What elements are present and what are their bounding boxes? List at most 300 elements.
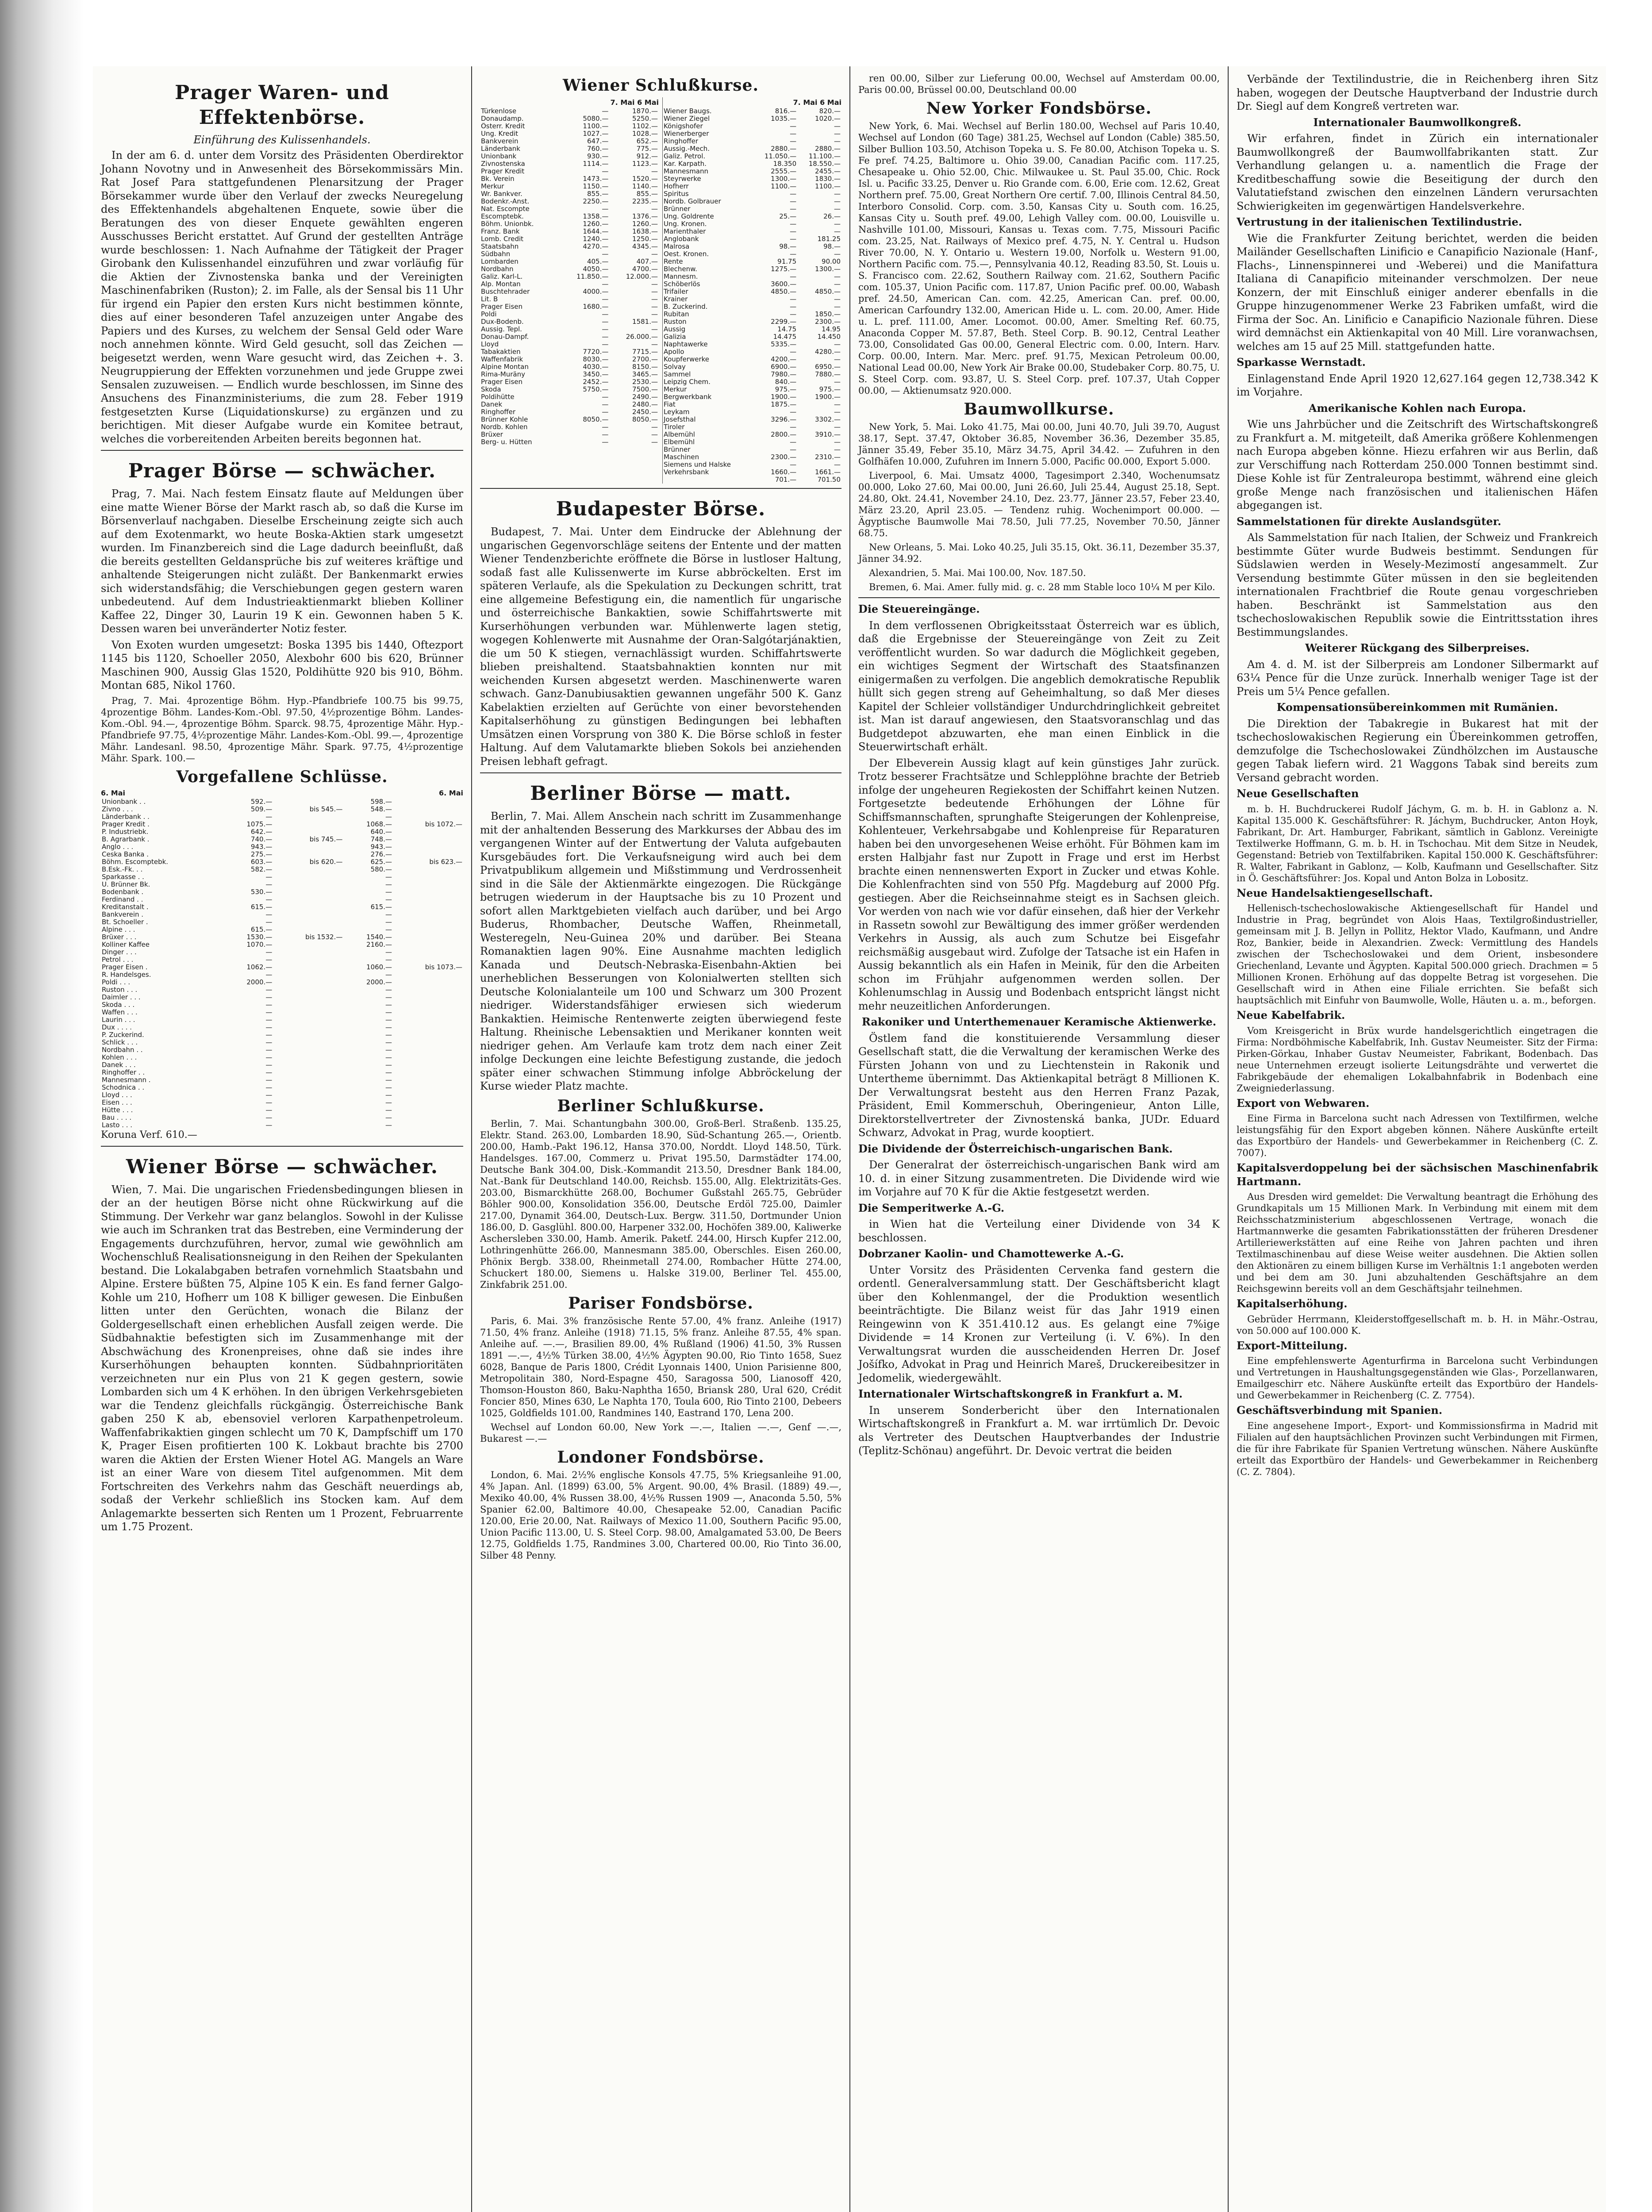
security-name: Kohlen . . . bbox=[102, 1053, 137, 1061]
table-row bbox=[480, 348, 659, 356]
article-title-inline: Internationaler Wirtschaftskongreß in Frankfurt a. M. bbox=[858, 1387, 1183, 1400]
table-row bbox=[480, 228, 659, 235]
security-name: Prager Kredit . bbox=[102, 820, 150, 828]
headline-pariser-fondsboerse: Pariser Fondsbörse. bbox=[568, 1294, 753, 1313]
price-cell: 26.000.— bbox=[626, 333, 658, 341]
divider bbox=[101, 1146, 463, 1147]
price-cell: 2880.— bbox=[815, 145, 841, 153]
table-row bbox=[101, 1039, 463, 1046]
price-cell: 405.— bbox=[587, 258, 609, 265]
price-cell: — bbox=[385, 895, 392, 903]
table-row bbox=[663, 401, 841, 408]
table-row bbox=[101, 1084, 463, 1091]
price-cell bbox=[273, 949, 343, 956]
security-name: Wiener Ziegel bbox=[664, 115, 710, 123]
price-cell: — bbox=[790, 461, 797, 469]
table-row bbox=[663, 476, 841, 484]
table-row bbox=[663, 386, 841, 393]
price-cell bbox=[273, 851, 343, 858]
price-cell: 1376.— bbox=[632, 213, 658, 220]
price-cell: 3450.— bbox=[583, 371, 609, 378]
table-row bbox=[663, 431, 841, 438]
price-cell: — bbox=[385, 1083, 392, 1091]
security-name: Kar. Karpath. bbox=[664, 160, 707, 168]
article-text: Verbände der Textilindustrie, die in Reichenberg ihren Sitz haben, wogegen der Deutsche Hauptverband der Industrie durch Dr. Siegl auf dem Kongreß vertreten war. bbox=[1237, 73, 1598, 112]
price-cell: 1520.— bbox=[632, 175, 658, 183]
headline-londoner-fondsboerse: Londoner Fondsbörse. bbox=[557, 1448, 765, 1467]
table-row bbox=[101, 1069, 463, 1076]
table-row bbox=[663, 213, 841, 220]
table-row bbox=[663, 341, 841, 348]
article-text: Von Exoten wurden umgesetzt: Boska 1395 bis 1440, Oftezport 1145 bis 1120, Schoeller 2050, Alexbohr 600 bis 620, Brünner Maschinen 900, Aussig Glas 1520, Poldihütte 920 bis 910, Böhm. Montan 685, Nikol 1760. bbox=[101, 638, 463, 691]
security-name: Bankverein . bbox=[102, 910, 144, 918]
price-cell: 1070.— bbox=[246, 941, 273, 949]
price-cell bbox=[273, 1076, 343, 1084]
security-name: Anglobank bbox=[664, 235, 699, 243]
price-cell: — bbox=[602, 333, 609, 341]
table-row bbox=[101, 964, 463, 971]
article-title-inline: Sammelstationen für direkte Auslandsgüter. bbox=[1237, 515, 1502, 528]
security-name: Österr. Kredit bbox=[481, 123, 525, 130]
price-cell: 1900.— bbox=[815, 393, 841, 401]
price-cell: — bbox=[265, 1114, 273, 1121]
article-title-inline: Kompensationsübereinkommen mit Rumänien. bbox=[1276, 701, 1558, 714]
security-name: Albemühl bbox=[664, 431, 695, 438]
table-row bbox=[101, 1076, 463, 1084]
price-cell: 598.— bbox=[370, 798, 392, 806]
price-cell: — bbox=[602, 205, 609, 213]
price-cell: — bbox=[834, 461, 841, 469]
table-row bbox=[480, 235, 659, 243]
table-row bbox=[480, 431, 659, 438]
price-cell bbox=[393, 851, 463, 858]
security-name: Königshofer bbox=[664, 123, 703, 130]
security-name: Skoda . . . bbox=[102, 1001, 135, 1009]
price-cell: 775.— bbox=[636, 145, 658, 153]
table-row bbox=[101, 949, 463, 956]
headline-prager-boerse: Prager Börse — schwächer. bbox=[128, 460, 436, 482]
headline-budapester-boerse: Budapester Börse. bbox=[556, 498, 766, 520]
security-name: Escomptebk. bbox=[481, 213, 524, 220]
price-cell: 1020.— bbox=[815, 115, 841, 123]
price-cell: 760.— bbox=[587, 145, 609, 153]
security-name: Ung. Goldrente bbox=[664, 213, 714, 220]
security-name: Ruston bbox=[664, 318, 687, 326]
article-text: Budapest, 7. Mai. Unter dem Eindrucke der Ablehnung der ungarischen Gegenvorschläge seitens der Entente und der matten Wiener Tendenzberichte eröffnete die Börse in lustloser Haltung, sodaß fast alle Kulissenwerte im Kurse abbröckelten. Erst im späteren Verlaufe, als die Spekulation zu Deckungen schritt, trat eine allgemeine Befestigung ein, die namentlich für ungarische und österreichische Bankaktien, sowie Schiffahrtswerte mit Kurserhöhungen verbunden war. Mühlenwerte lagen stetig, wogegen Kohlenwerte mit Ausnahme der Oran-Salgótarjánaktien, die um 50 K stiegen, vernachlässigt wurden. Schiffahrtswerte blieben preishaltend. Staatsbahnaktien konnten nur mit weichenden Kursen abgesetzt werden. Maschinenwerte waren schwach. Ganz-Danubiusaktien gewannen ungefähr 500 K. Ganz Kabelaktien erzielten auf Gerüchte von einer bevorstehenden Kapitalserhöhung zu günstigen Bedingungen bei lebhaften Umsätzen einen Vorsprung von 380 K. Die Börse schloß in fester Haltung. Auf dem Valutamarkte blieben Sokols bei anziehenden Preisen lebhaft gefragt. bbox=[480, 526, 841, 768]
price-cell bbox=[393, 873, 463, 881]
price-cell: 820.— bbox=[819, 108, 841, 115]
price-cell: — bbox=[265, 1061, 273, 1069]
table-row bbox=[101, 1091, 463, 1099]
table-row bbox=[480, 408, 659, 416]
price-cell: 7715.— bbox=[632, 348, 658, 356]
security-name: Brünner bbox=[664, 446, 691, 453]
security-name: Lomb. Credit bbox=[481, 235, 524, 243]
price-cell: — bbox=[651, 311, 658, 318]
table-row bbox=[480, 416, 659, 423]
price-cell: 8030.— bbox=[583, 356, 609, 363]
security-name: Anglo . . . bbox=[102, 843, 134, 851]
security-name: Böhm. Escomptebk. bbox=[102, 858, 169, 866]
price-cell: — bbox=[834, 205, 841, 213]
price-cell: — bbox=[651, 250, 658, 258]
price-cell: 2250.— bbox=[583, 198, 609, 205]
price-cell bbox=[273, 1061, 343, 1069]
price-cell bbox=[393, 971, 463, 979]
article-title-inline: Internationaler Baumwollkongreß. bbox=[1313, 115, 1521, 129]
divider bbox=[480, 772, 841, 773]
security-name: Staatsbahn bbox=[481, 243, 519, 250]
table-row bbox=[663, 160, 841, 168]
price-cell bbox=[273, 941, 343, 949]
security-name: Bt. Schoeller . bbox=[102, 918, 148, 926]
price-cell bbox=[273, 798, 343, 806]
table-row bbox=[663, 461, 841, 469]
price-cell bbox=[273, 1016, 343, 1024]
price-cell bbox=[273, 873, 343, 881]
price-cell: 91.75 bbox=[777, 258, 797, 265]
price-cell bbox=[273, 1091, 343, 1099]
price-cell bbox=[273, 994, 343, 1001]
article-title-inline: Rakoniker und Unterthemenauer Keramische Aktienwerke. bbox=[861, 1015, 1217, 1028]
price-cell: 1062.— bbox=[246, 963, 273, 971]
article-text: Als Sammelstation für nach Italien, der Schweiz und Frankreich bestimmte Güter wurde Budweis bestimmt. Sendungen für Südslawien werden in Wesely-Mezimostí angesammelt. Zur Versendung bestimmte Güter müssen in den sie begleitenden internationalen Frachtbrief die Route genau vorgeschrieben haben. Beschränkt ist Sammelstation aus den tschechoslowakischen Republik sowie die Eintrittsstation ihres Bestimmungslandes. bbox=[1237, 531, 1598, 638]
price-cell bbox=[273, 843, 343, 851]
table-row bbox=[480, 265, 659, 273]
price-cell: — bbox=[790, 220, 797, 228]
table-row bbox=[101, 1016, 463, 1024]
price-cell: 4050.— bbox=[583, 265, 609, 273]
table-row bbox=[663, 378, 841, 386]
price-cell bbox=[393, 918, 463, 926]
security-name: Sammel bbox=[664, 371, 691, 378]
price-cell: 4030.— bbox=[583, 363, 609, 371]
table-row bbox=[480, 303, 659, 311]
table-row bbox=[101, 1031, 463, 1039]
table-row bbox=[101, 798, 463, 806]
price-cell bbox=[393, 1091, 463, 1099]
price-cell: — bbox=[790, 273, 797, 280]
article-text: ren 00.00, Silber zur Lieferung 00.00, Wechsel auf Amsterdam 00.00, Paris 00.00, Brüssel 00.00, Deutschland 00.00 bbox=[858, 73, 1220, 95]
price-cell: 3302.— bbox=[815, 416, 841, 423]
price-cell: 615.— bbox=[250, 926, 273, 933]
price-cell bbox=[273, 926, 343, 933]
security-name: Dinger . . . bbox=[102, 948, 137, 956]
price-cell: 592.— bbox=[250, 798, 273, 806]
security-name: Naphtawerke bbox=[664, 341, 708, 348]
price-cell: — bbox=[265, 1031, 273, 1039]
price-cell bbox=[393, 806, 463, 813]
table-row bbox=[480, 168, 659, 175]
price-cell: 90.00 bbox=[822, 258, 841, 265]
price-cell bbox=[393, 813, 463, 821]
security-name: Mannesm. bbox=[664, 273, 698, 280]
price-cell: — bbox=[834, 446, 841, 453]
security-name: Merkur bbox=[664, 386, 687, 393]
table-row bbox=[663, 288, 841, 296]
price-cell: — bbox=[651, 288, 658, 296]
price-cell: — bbox=[265, 948, 273, 956]
price-cell: 3465.— bbox=[632, 371, 658, 378]
table-row bbox=[663, 348, 841, 356]
security-name: Nordbahn bbox=[481, 265, 514, 273]
vienna-closing-table-a bbox=[480, 108, 659, 446]
price-cell bbox=[393, 828, 463, 836]
security-name: Ung. Kredit bbox=[481, 130, 519, 138]
price-cell: 2455.— bbox=[815, 168, 841, 175]
divider bbox=[858, 597, 1220, 598]
table-row bbox=[480, 123, 659, 130]
article-title-inline: Weiterer Rückgang des Silberpreises. bbox=[1305, 641, 1529, 654]
table-row bbox=[663, 326, 841, 333]
security-name: Prager Eisen . bbox=[102, 963, 148, 971]
table-row bbox=[101, 873, 463, 881]
security-name: Nat. Escompte bbox=[481, 205, 530, 213]
security-name: Lloyd bbox=[481, 341, 499, 348]
security-name: Schodnica . . bbox=[102, 1083, 145, 1091]
price-cell bbox=[393, 1069, 463, 1076]
price-cell: — bbox=[834, 378, 841, 386]
price-cell: — bbox=[834, 220, 841, 228]
article-text: Paris, 6. Mai. 3% französische Rente 57.00, 4% franz. Anleihe (1917) 71.50, 4% franz. Anleihe (1918) 71.15, 5% franz. Anleihe 87.55, 4% span. Anleihe auf. —.—, Brasilien 89.00, 4% Rußland (1906) 41.50, 3% Russen 1891 —.—, 4½% Türken 38.00, 4½% Ägypten 90.00, Rio Tinto 1658, Suez 6028, Banque de Paris 1800, Crédit Lyonnais 1400, Union Parisienne 800, Metropolitain 380, Nord-Espagne 450, Saragossa 500, Lianosoff 420, Thomson-Houston 860, Baku-Naphtha 1650, Briansk 280, Ural 620, Crédit Foncier 850, Mines 630, Le Naphta 170, Toula 600, Rio Tinto 2100, Debeers 1025, Goldfields 101.00, Randmines 140, Eastrand 170, Lena 200. bbox=[480, 1315, 841, 1418]
price-cell bbox=[393, 836, 463, 843]
price-cell: — bbox=[834, 303, 841, 311]
table-row bbox=[480, 378, 659, 386]
table-row bbox=[480, 220, 659, 228]
price-cell: 2555.— bbox=[771, 168, 797, 175]
price-cell: — bbox=[790, 408, 797, 416]
price-cell: — bbox=[385, 993, 392, 1001]
security-name: Aussig bbox=[664, 326, 686, 333]
price-cell: 2300.— bbox=[815, 318, 841, 326]
security-name: Tiroler bbox=[664, 423, 685, 431]
price-cell bbox=[273, 813, 343, 821]
price-cell: — bbox=[265, 971, 273, 979]
table-row bbox=[663, 469, 841, 476]
column-4 bbox=[1228, 66, 1606, 2212]
vienna-closing-table-b bbox=[663, 108, 841, 484]
price-cell: — bbox=[790, 205, 797, 213]
price-cell bbox=[273, 888, 343, 896]
price-cell: 14.95 bbox=[822, 326, 841, 333]
table-row bbox=[663, 393, 841, 401]
price-cell: 276.— bbox=[370, 850, 392, 858]
price-cell: — bbox=[385, 1121, 392, 1129]
table-row bbox=[663, 363, 841, 371]
price-cell: 18.550.— bbox=[808, 160, 841, 168]
price-cell: 2310.— bbox=[815, 453, 841, 461]
table-row bbox=[663, 408, 841, 416]
price-cell: 748.— bbox=[370, 835, 392, 843]
article-title-inline: Neue Kabelfabrik. bbox=[1237, 1009, 1345, 1022]
price-cell: 1060.— bbox=[366, 963, 392, 971]
table-row bbox=[480, 273, 659, 280]
security-name: Galiz. Karl-L. bbox=[481, 273, 523, 280]
price-cell: — bbox=[790, 190, 797, 198]
article-text: Unter Vorsitz des Präsidenten Cervenka fand gestern die ordentl. Generalversammlung statt. Der Geschäftsbericht klagt über den Kohlenmangel, der die Produktion wesentlich beeinträchtigte. Die Bilanz weist für das Jahr 1919 einen Reingewinn von K 351.410.12 aus. Es gelangt eine 7%ige Dividende = 14 Kronen zur Verteilung (i. V. 6%). In den Verwaltungsrat wurden die ausscheidenden Herren Dr. Josef Jošífko, Advokat in Prag und Heinrich Mareš, Druckereibesitzer in Jedomelik, wiedergewählt. bbox=[858, 1263, 1220, 1384]
table-row bbox=[480, 318, 659, 326]
security-name: Zivno . . . bbox=[102, 805, 133, 813]
price-cell: 407.— bbox=[636, 258, 658, 265]
price-cell: — bbox=[265, 986, 273, 994]
table-row bbox=[101, 896, 463, 903]
price-cell: 181.25 bbox=[817, 235, 841, 243]
price-cell: 1530.— bbox=[246, 933, 273, 941]
price-cell: 615.— bbox=[370, 903, 392, 911]
price-cell: — bbox=[385, 918, 392, 926]
price-cell: 4850.— bbox=[815, 288, 841, 296]
price-cell: 652.— bbox=[636, 138, 658, 145]
price-cell: — bbox=[385, 1053, 392, 1061]
price-cell: 855.— bbox=[636, 190, 658, 198]
security-name: Alpine Montan bbox=[481, 363, 529, 371]
price-cell bbox=[273, 1084, 343, 1091]
table-row bbox=[480, 250, 659, 258]
article-text: Hellenisch-tschechoslowakische Aktiengesellschaft für Handel und Industrie in Prag, begründet von Alois Haas, Textilgroßindustrieller, gemeinsam mit J. B. Jellyn in Pollitz, Hektor Vlado, Kaufmann, und Andre Roz, Bankier, beide in Alexandrien. Zweck: Vermittlung des Handels zwischen der Tschechoslowakei und dem Orient, insbesondere Griechenland, Levante und Ägypten. Kapital 500.000 griech. Drachmen = 5 Millionen Kronen. Erhöhung auf das doppelte Betrag ist vorgesehen. Die Gesellschaft wird in Athen eine Filiale errichten. Sie befaßt sich hauptsächlich mit Einfuhr von Baumwolle, Wolle, Häuten u. a. m., beforgen. bbox=[1237, 903, 1598, 1006]
table-row bbox=[101, 851, 463, 858]
security-name: Türkenlose bbox=[481, 108, 517, 115]
price-cell: 6950.— bbox=[815, 363, 841, 371]
price-cell: — bbox=[265, 1091, 273, 1099]
security-name: Südbahn bbox=[481, 250, 511, 258]
price-cell: — bbox=[265, 873, 273, 881]
price-cell: 1100.— bbox=[815, 183, 841, 190]
security-name: Hütte . . . bbox=[102, 1106, 133, 1114]
price-cell: — bbox=[651, 280, 658, 288]
table-row bbox=[480, 183, 659, 190]
security-name: Maschinen bbox=[664, 453, 699, 461]
price-cell bbox=[393, 1016, 463, 1024]
price-cell: — bbox=[651, 303, 658, 311]
column-3 bbox=[849, 66, 1228, 2212]
price-cell: — bbox=[651, 168, 658, 175]
price-cell: — bbox=[385, 1016, 392, 1024]
price-cell bbox=[273, 971, 343, 979]
table-row bbox=[663, 123, 841, 130]
price-cell bbox=[273, 1046, 343, 1054]
price-cell: 855.— bbox=[587, 190, 609, 198]
security-name: Rente bbox=[664, 258, 683, 265]
article-text: Aus Dresden wird gemeldet: Die Verwaltung beantragt die Erhöhung des Grundkapitals um 15 Millionen Mark. In Verbindung mit einem mit dem Reichsschatzministerium abgeschlossenen Vertrage, wonach die Hartmannwerke die gesamten Fabrikationsstätten der früheren Dresdener Artilleriewerkstätten auf eine Reihe von Jahren pachten und ihren Textilmaschinenbau auf diese Weise weiter ausdehnen. Die Aktien sollen den Aktionären zu einem billigen Kurse im Verhältnis 1:1 angeboten werden und bei dem am 30. Juni abzuhaltenden Geschäftsjahre an dem Reichsgewinn bereits voll an dem Geschäftsjahr teilnehmen. bbox=[1237, 1191, 1598, 1294]
price-cell bbox=[393, 911, 463, 918]
security-name: Wr. Bankver. bbox=[481, 190, 522, 198]
security-name: Galizia bbox=[664, 333, 686, 341]
security-name: P. Industriebk. bbox=[102, 828, 149, 836]
table-row bbox=[101, 813, 463, 821]
table-row bbox=[480, 130, 659, 138]
price-cell: 1028.— bbox=[632, 130, 658, 138]
price-cell: — bbox=[602, 108, 609, 115]
price-cell: — bbox=[790, 198, 797, 205]
headline-wiener-boerse: Wiener Börse — schwächer. bbox=[126, 1155, 438, 1178]
price-cell: — bbox=[602, 168, 609, 175]
table-row bbox=[480, 258, 659, 265]
article-title-inline: Die Steuereingänge. bbox=[858, 603, 980, 615]
table-row bbox=[480, 280, 659, 288]
price-cell: 14.75 bbox=[777, 326, 797, 333]
security-name: Skoda bbox=[481, 386, 501, 393]
article-text: Eine Firma in Barcelona sucht nach Adressen von Textilfirmen, welche leistungsfähig für den Export abgeben können. Nähere Auskünfte erteilt das Exportbüro der Handels- und Gewerbekammer in Reichenberg (C. Z. 7007). bbox=[1237, 1113, 1598, 1158]
article-title-inline: Die Semperitwerke A.-G. bbox=[858, 1201, 1005, 1214]
price-cell: — bbox=[385, 1023, 392, 1031]
price-cell bbox=[393, 1076, 463, 1084]
price-cell: — bbox=[834, 341, 841, 348]
price-cell: 2700.— bbox=[632, 356, 658, 363]
article-title-inline: Sparkasse Wernstadt. bbox=[1237, 356, 1366, 369]
security-name: Koupferwerke bbox=[664, 356, 710, 363]
table-row bbox=[101, 843, 463, 851]
price-cell: — bbox=[790, 311, 797, 318]
article-text: Der Generalrat der österreichisch-ungarischen Bank wird am 10. d. in einer Sitzung zusammentreten. Die Dividende wird wie im Vorjahre auf 70 K für die Aktie festgesetzt werden. bbox=[858, 1159, 1220, 1198]
security-name: Aussig.-Mech. bbox=[664, 145, 710, 153]
security-name: Malrosa bbox=[664, 243, 690, 250]
price-cell: — bbox=[790, 423, 797, 431]
security-name: Eisen . . . bbox=[102, 1098, 132, 1106]
article-text: Prag, 7. Mai. 4prozentige Böhm. Hyp.-Pfandbriefe 100.75 bis 99.75, 4prozentige Böhm. Landes-Kom.-Obl. 97.50, 4½prozentige Böhm. Landes-Kom.-Obl. 94.—, 4prozentige Böhm. Sparck. 98.75, 4prozentige Mähr. Hyp.-Pfandbriefe 97.75, 4½prozentige Mähr. Landes-Kom.-Obl. 99.—, 4prozentige Mähr. Landesanl. 98.50, 4prozentige Mähr. Spark. 97.75, 4½prozentige Mähr. Spark. 100.— bbox=[101, 695, 463, 764]
security-name: Blechenw. bbox=[664, 265, 697, 273]
table-row bbox=[101, 821, 463, 828]
table-row bbox=[480, 423, 659, 431]
price-cell: — bbox=[834, 280, 841, 288]
price-cell: 6900.— bbox=[771, 363, 797, 371]
security-name: Lit. B bbox=[481, 296, 498, 303]
table-row bbox=[101, 1024, 463, 1031]
stock-tables bbox=[480, 97, 841, 484]
article-text: In dem verflossenen Obrigkeitsstaat Österreich war es üblich, daß die Ergebnisse der Steuereingänge von Zeit zu Zeit veröffentlicht wurden. So war dadurch die Möglichkeit gegeben, ein wichtiges Segment der Wirtschaft des Staatsfinanzen einigermaßen zu verfolgen. Die angeblich demokratische Republik hüllt sich gegen streng auf Geheimhaltung, so daß Mer dieses Kapitel der Schleier vollständiger Undurchdringlichkeit gebreitet ist. Man ist darauf angewiesen, den Staatsvoranschlag und das Budgetdepot abzuwarten, ehe man einen Einblick in die Steuerwirtschaft erhält. bbox=[858, 619, 1220, 753]
security-name: Poldi bbox=[481, 311, 497, 318]
table-row bbox=[101, 986, 463, 994]
price-cell: — bbox=[385, 873, 392, 881]
security-name: Kolliner Kaffee bbox=[102, 941, 150, 949]
security-name: Trifailer bbox=[664, 288, 688, 296]
table-row bbox=[663, 138, 841, 145]
security-name: Josefsthal bbox=[664, 416, 696, 423]
table-row bbox=[101, 1054, 463, 1061]
table-row bbox=[663, 258, 841, 265]
price-cell: 14.475 bbox=[773, 333, 797, 341]
price-cell: — bbox=[265, 918, 273, 926]
price-cell: 1540.— bbox=[366, 933, 392, 941]
headline-baumwollkurse: Baumwollkurse. bbox=[964, 400, 1114, 419]
table-row bbox=[480, 326, 659, 333]
table-row bbox=[480, 438, 659, 446]
price-cell: — bbox=[602, 431, 609, 438]
price-cell: 943.— bbox=[370, 843, 392, 851]
security-name: Ceska Banka . bbox=[102, 850, 149, 858]
price-cell: — bbox=[265, 1068, 273, 1076]
scan-shadow-edge bbox=[0, 0, 84, 2212]
article-text: Wechsel auf London 60.00, New York —.—, Italien —.—, Genf —.—, Bukarest —.— bbox=[480, 1421, 841, 1444]
article-text: Wie uns Jahrbücher und die Zeitschrift des Wirtschaftskongreß zu Frankfurt a. M. mitgeteilt, daß Amerika größere Kohlenmengen nach Europa abgeben könne. Hiezu erfahren wir aus Berlin, daß zur Verschiffung nach Rotterdam 250.000 Tonnen bestimmt sind. Diese Kohle ist für Zentraleuropa bestimmt, während eine gleich große Menge nach französischen und italienischen Häfen abgegangen ist. bbox=[1237, 418, 1598, 511]
price-cell: 11.100.— bbox=[808, 153, 841, 160]
article-title-inline: Vertrustung in der italienischen Textilindustrie. bbox=[1237, 215, 1522, 228]
price-cell bbox=[393, 933, 463, 941]
security-name: Lasto . . . bbox=[102, 1121, 133, 1129]
article-title-inline: Neue Gesellschaften bbox=[1237, 787, 1359, 800]
price-cell: — bbox=[790, 123, 797, 130]
price-cell: — bbox=[265, 956, 273, 964]
price-cell: — bbox=[385, 926, 392, 933]
price-cell: — bbox=[265, 813, 273, 821]
security-name: Tabakaktien bbox=[481, 348, 521, 356]
price-cell: — bbox=[385, 956, 392, 964]
price-cell: 1240.— bbox=[583, 235, 609, 243]
security-name: Unionbank bbox=[481, 153, 517, 160]
table-row bbox=[480, 393, 659, 401]
price-cell: — bbox=[651, 341, 658, 348]
price-cell: — bbox=[385, 1114, 392, 1121]
security-name: Galiz. Petrol. bbox=[664, 153, 706, 160]
